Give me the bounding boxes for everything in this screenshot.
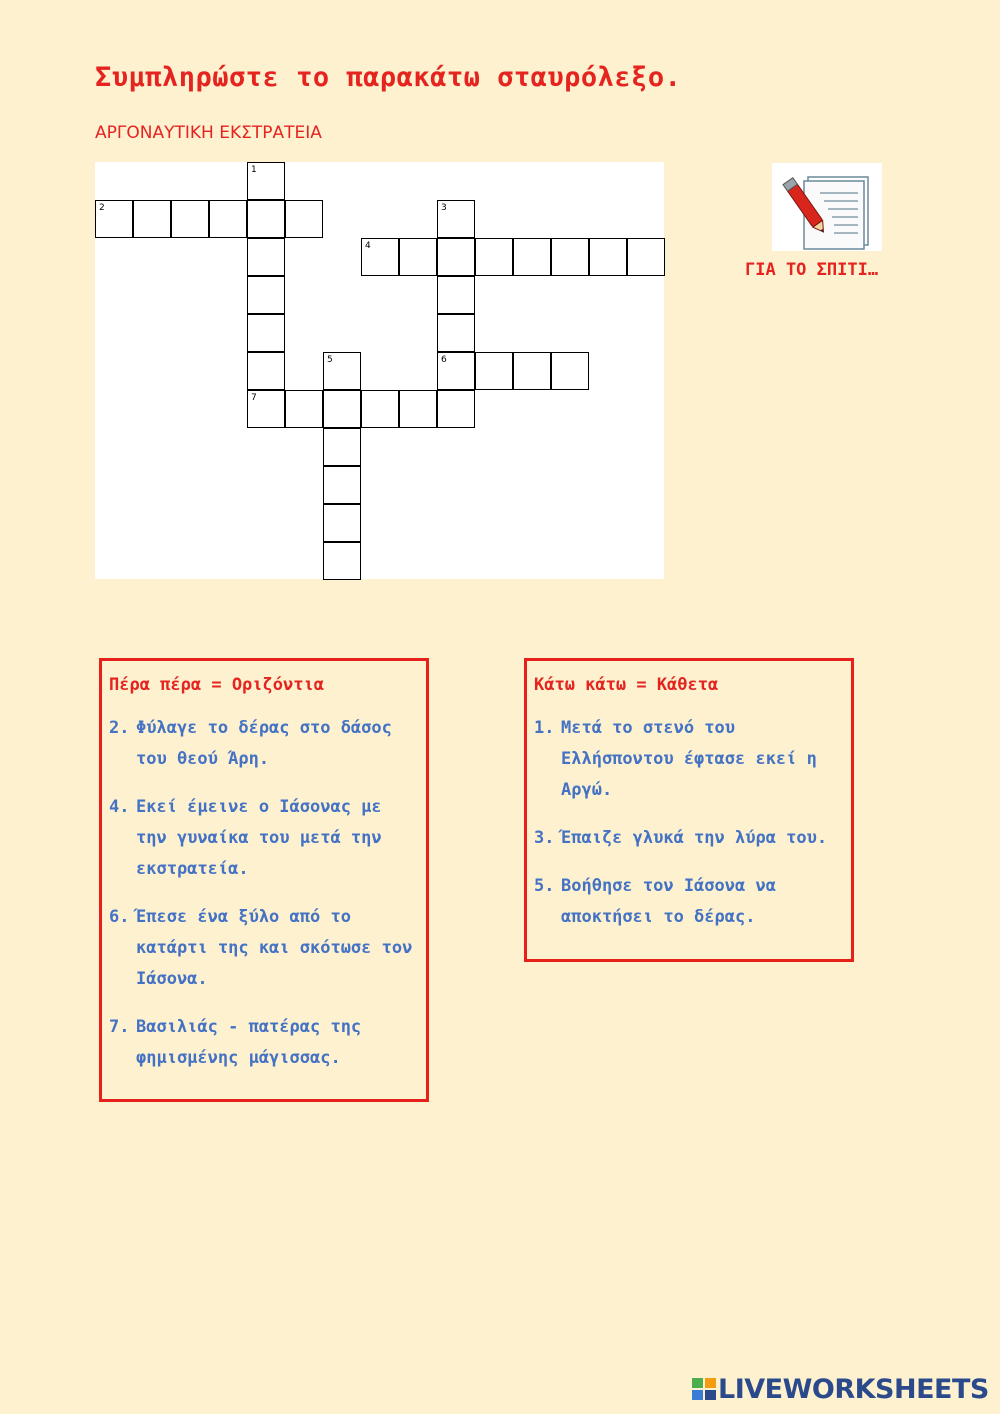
crossword-letter-input[interactable] <box>258 323 280 347</box>
clue-number-label: 5 <box>327 355 333 365</box>
clue-number: 5. <box>534 876 555 896</box>
clue-text: Βασιλιάς - πατέρας της φημισμένης μάγισσας. <box>136 1017 362 1068</box>
crossword-cell[interactable] <box>361 390 399 428</box>
crossword-letter-input[interactable] <box>448 247 470 271</box>
crossword-cell[interactable] <box>171 200 209 238</box>
clue-number-label: 3 <box>441 203 447 213</box>
crossword-cell[interactable] <box>323 390 361 428</box>
crossword-cell[interactable] <box>361 238 399 276</box>
crossword-letter-input[interactable] <box>258 285 280 309</box>
clue-text: Έπεσε ένα ξύλο από το κατάρτι της και σκότωσε τον Ιάσονα. <box>136 907 413 989</box>
clue-text: Φύλαγε το δέρας στο δάσος του θεού Άρη. <box>136 718 392 769</box>
crossword-cell[interactable] <box>323 504 361 542</box>
crossword-cell[interactable] <box>247 314 285 352</box>
crossword-cell[interactable] <box>589 238 627 276</box>
crossword-letter-input[interactable] <box>638 247 660 271</box>
worksheet-subtitle: ΑΡΓΟΝΑΥΤΙΚΗ ΕΚΣΤΡΑΤΕΙΑ <box>95 123 322 143</box>
crossword-cell[interactable] <box>627 238 665 276</box>
clue-text: Βοήθησε τον Ιάσονα να αποκτήσει το δέρας. <box>561 876 776 927</box>
crossword-cell[interactable] <box>95 200 133 238</box>
crossword-letter-input[interactable] <box>334 513 356 537</box>
crossword-cell[interactable] <box>513 352 551 390</box>
crossword-cell[interactable] <box>399 238 437 276</box>
across-clue <box>109 1012 418 1074</box>
clue-number-label: 1 <box>251 165 257 175</box>
worksheet-title: Συμπληρώστε το παρακάτω σταυρόλεξο. <box>95 62 682 93</box>
logo-mark-icon <box>692 1378 716 1400</box>
crossword-letter-input[interactable] <box>372 399 394 423</box>
across-clue <box>109 902 418 995</box>
clue-number: 4. <box>109 797 130 817</box>
crossword-cell[interactable] <box>323 542 361 580</box>
crossword-cell[interactable] <box>133 200 171 238</box>
crossword-cell[interactable] <box>437 276 475 314</box>
crossword-letter-input[interactable] <box>106 209 128 233</box>
crossword-letter-input[interactable] <box>486 247 508 271</box>
clue-number: 7. <box>109 1017 130 1037</box>
crossword-letter-input[interactable] <box>258 399 280 423</box>
crossword-cell[interactable] <box>247 162 285 200</box>
crossword-letter-input[interactable] <box>182 209 204 233</box>
clue-number: 1. <box>534 718 555 738</box>
crossword-letter-input[interactable] <box>524 361 546 385</box>
down-heading: Κάτω κάτω = Κάθετα <box>534 675 719 695</box>
crossword-letter-input[interactable] <box>258 361 280 385</box>
crossword-cell[interactable] <box>475 238 513 276</box>
clue-number-label: 6 <box>441 355 447 365</box>
crossword-cell[interactable] <box>247 200 285 238</box>
down-clue <box>534 713 843 806</box>
crossword-cell[interactable] <box>323 352 361 390</box>
clue-number: 2. <box>109 718 130 738</box>
clue-text: Μετά το στενό του Ελλήσποντου έφτασε εκεί η Αργώ. <box>561 718 817 800</box>
crossword-cell[interactable] <box>209 200 247 238</box>
crossword-letter-input[interactable] <box>600 247 622 271</box>
crossword-cell[interactable] <box>475 352 513 390</box>
crossword-letter-input[interactable] <box>296 399 318 423</box>
crossword-letter-input[interactable] <box>448 209 470 233</box>
crossword-letter-input[interactable] <box>220 209 242 233</box>
across-clues-box <box>99 658 429 1102</box>
crossword-letter-input[interactable] <box>334 551 356 575</box>
crossword-letter-input[interactable] <box>258 247 280 271</box>
down-clues-box <box>524 658 854 962</box>
crossword-cell[interactable] <box>437 200 475 238</box>
crossword-letter-input[interactable] <box>410 247 432 271</box>
crossword-grid <box>95 162 664 579</box>
crossword-letter-input[interactable] <box>562 361 584 385</box>
crossword-letter-input[interactable] <box>448 285 470 309</box>
crossword-cell[interactable] <box>247 352 285 390</box>
crossword-letter-input[interactable] <box>372 247 394 271</box>
crossword-letter-input[interactable] <box>448 399 470 423</box>
crossword-letter-input[interactable] <box>144 209 166 233</box>
crossword-cell[interactable] <box>285 390 323 428</box>
pencil-and-paper-icon <box>772 163 882 251</box>
crossword-letter-input[interactable] <box>448 323 470 347</box>
across-heading: Πέρα πέρα = Οριζόντια <box>109 675 324 695</box>
logo-text: LIVEWORKSHEETS <box>718 1373 989 1405</box>
crossword-cell[interactable] <box>247 276 285 314</box>
crossword-cell[interactable] <box>323 428 361 466</box>
clue-number: 6. <box>109 907 130 927</box>
crossword-cell[interactable] <box>437 314 475 352</box>
crossword-letter-input[interactable] <box>486 361 508 385</box>
crossword-letter-input[interactable] <box>334 399 356 423</box>
crossword-letter-input[interactable] <box>258 171 280 195</box>
crossword-cell[interactable] <box>399 390 437 428</box>
clue-number-label: 4 <box>365 241 371 251</box>
down-clue <box>534 823 843 854</box>
across-clue <box>109 792 418 885</box>
crossword-cell[interactable] <box>285 200 323 238</box>
crossword-cell[interactable] <box>437 238 475 276</box>
crossword-cell[interactable] <box>247 390 285 428</box>
crossword-letter-input[interactable] <box>334 437 356 461</box>
crossword-letter-input[interactable] <box>334 475 356 499</box>
homework-label: ΓΙΑ ΤΟ ΣΠΙΤΙ… <box>745 260 879 280</box>
crossword-cell[interactable] <box>437 352 475 390</box>
crossword-cell[interactable] <box>437 390 475 428</box>
crossword-cell[interactable] <box>551 238 589 276</box>
crossword-letter-input[interactable] <box>410 399 432 423</box>
crossword-cell[interactable] <box>551 352 589 390</box>
crossword-letter-input[interactable] <box>296 209 318 233</box>
clue-number-label: 2 <box>99 203 105 213</box>
across-clue <box>109 713 418 775</box>
clue-number: 3. <box>534 828 555 848</box>
crossword-cell[interactable] <box>323 466 361 504</box>
down-clue <box>534 871 843 933</box>
clue-text: Εκεί έμεινε ο Ιάσονας με την γυναίκα του μετά την εκστρατεία. <box>136 797 382 879</box>
clue-number-label: 7 <box>251 393 257 403</box>
crossword-letter-input[interactable] <box>562 247 584 271</box>
crossword-cell[interactable] <box>247 238 285 276</box>
crossword-letter-input[interactable] <box>258 209 280 233</box>
crossword-cell[interactable] <box>513 238 551 276</box>
clue-text: Έπαιζε γλυκά την λύρα του. <box>561 828 828 848</box>
crossword-letter-input[interactable] <box>334 361 356 385</box>
crossword-letter-input[interactable] <box>448 361 470 385</box>
crossword-letter-input[interactable] <box>524 247 546 271</box>
liveworksheets-logo <box>692 1374 989 1404</box>
